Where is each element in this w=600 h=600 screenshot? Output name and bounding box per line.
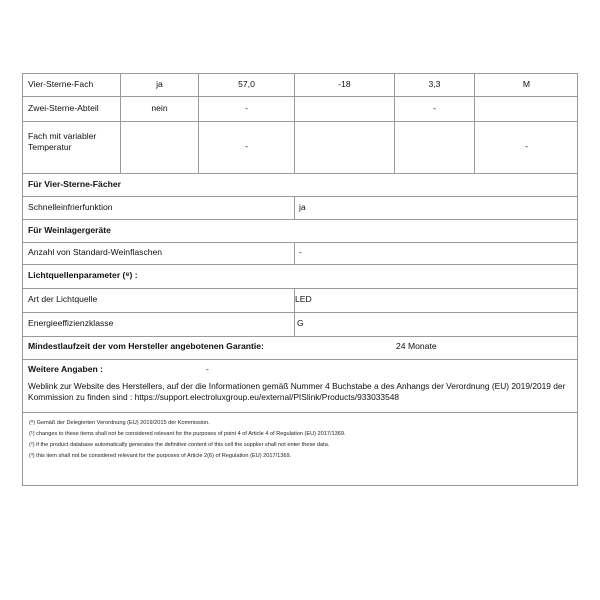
compartment-cell: ja (156, 79, 163, 89)
row-label: Art der Lichtquelle (28, 294, 98, 304)
compartment-cell: M (522, 79, 531, 89)
compartment-cell: -18 (338, 79, 351, 89)
warranty-label: Mindestlaufzeit der vom Hersteller angebotenen Garantie: (28, 341, 264, 351)
compartment-name: Vier-Sterne-Fach (28, 79, 94, 89)
further-info-label: Weitere Angaben : (28, 364, 103, 374)
compartment-name: Zwei-Sterne-Abteil (28, 103, 99, 113)
footnote: (³) this item shall not be considered relevant for the purposes of Article 2(6) of Regulation (EU) 2017/1369. (29, 453, 292, 459)
row-label: Energieeffizienzklasse (28, 318, 114, 328)
energy-label-product-sheet (22, 73, 578, 486)
compartment-cell: - (433, 103, 436, 113)
compartment-cell: 57,0 (238, 79, 255, 89)
compartment-cell: 3,3 (428, 79, 441, 89)
compartment-cell: - (245, 103, 248, 113)
compartment-name: Fach mit variabler Temperatur (28, 131, 97, 152)
row-label: Schnelleinfrierfunktion (28, 202, 113, 212)
warranty-value: 24 Monate (396, 341, 437, 351)
compartment-cell: - (245, 141, 248, 151)
footnote: (¹) changes to these items shall not be considered relevant for the purposes of point 4 of Article 4 of Regulation (EU) 2017/1369. (29, 431, 346, 437)
section-heading: Für Vier-Sterne-Fächer (28, 179, 121, 189)
row-value: ja (299, 202, 306, 212)
footnote: (²) if the product database automatically generates the definitive content of this cell the supplier shall not enter these data. (29, 442, 330, 448)
row-label: Anzahl von Standard-Weinflaschen (28, 247, 163, 257)
manufacturer-weblink[interactable]: Weblink zur Website des Herstellers, auf der die Informationen gemäß Nummer 4 Buchstabe a des Anhangs der Verordnung (EU) 2019/2019 der Kommission zu finden sind : https://support.electroluxgroup.eu/external/PISlink/Products/933033548 (28, 381, 566, 402)
further-info-value: - (206, 364, 209, 374)
footnote: (⁸) Gemäß der Delegierten Verordnung (EU) 2019/2015 der Kommission. (29, 420, 210, 426)
row-value: - (299, 247, 302, 257)
section-heading: Lichtquellenparameter (⁸) : (28, 270, 138, 280)
compartment-cell: - (525, 141, 528, 151)
section-heading: Für Weinlagergeräte (28, 225, 111, 235)
row-value: LED (295, 294, 312, 304)
row-value: G (297, 318, 304, 328)
compartment-cell: nein (151, 103, 168, 113)
